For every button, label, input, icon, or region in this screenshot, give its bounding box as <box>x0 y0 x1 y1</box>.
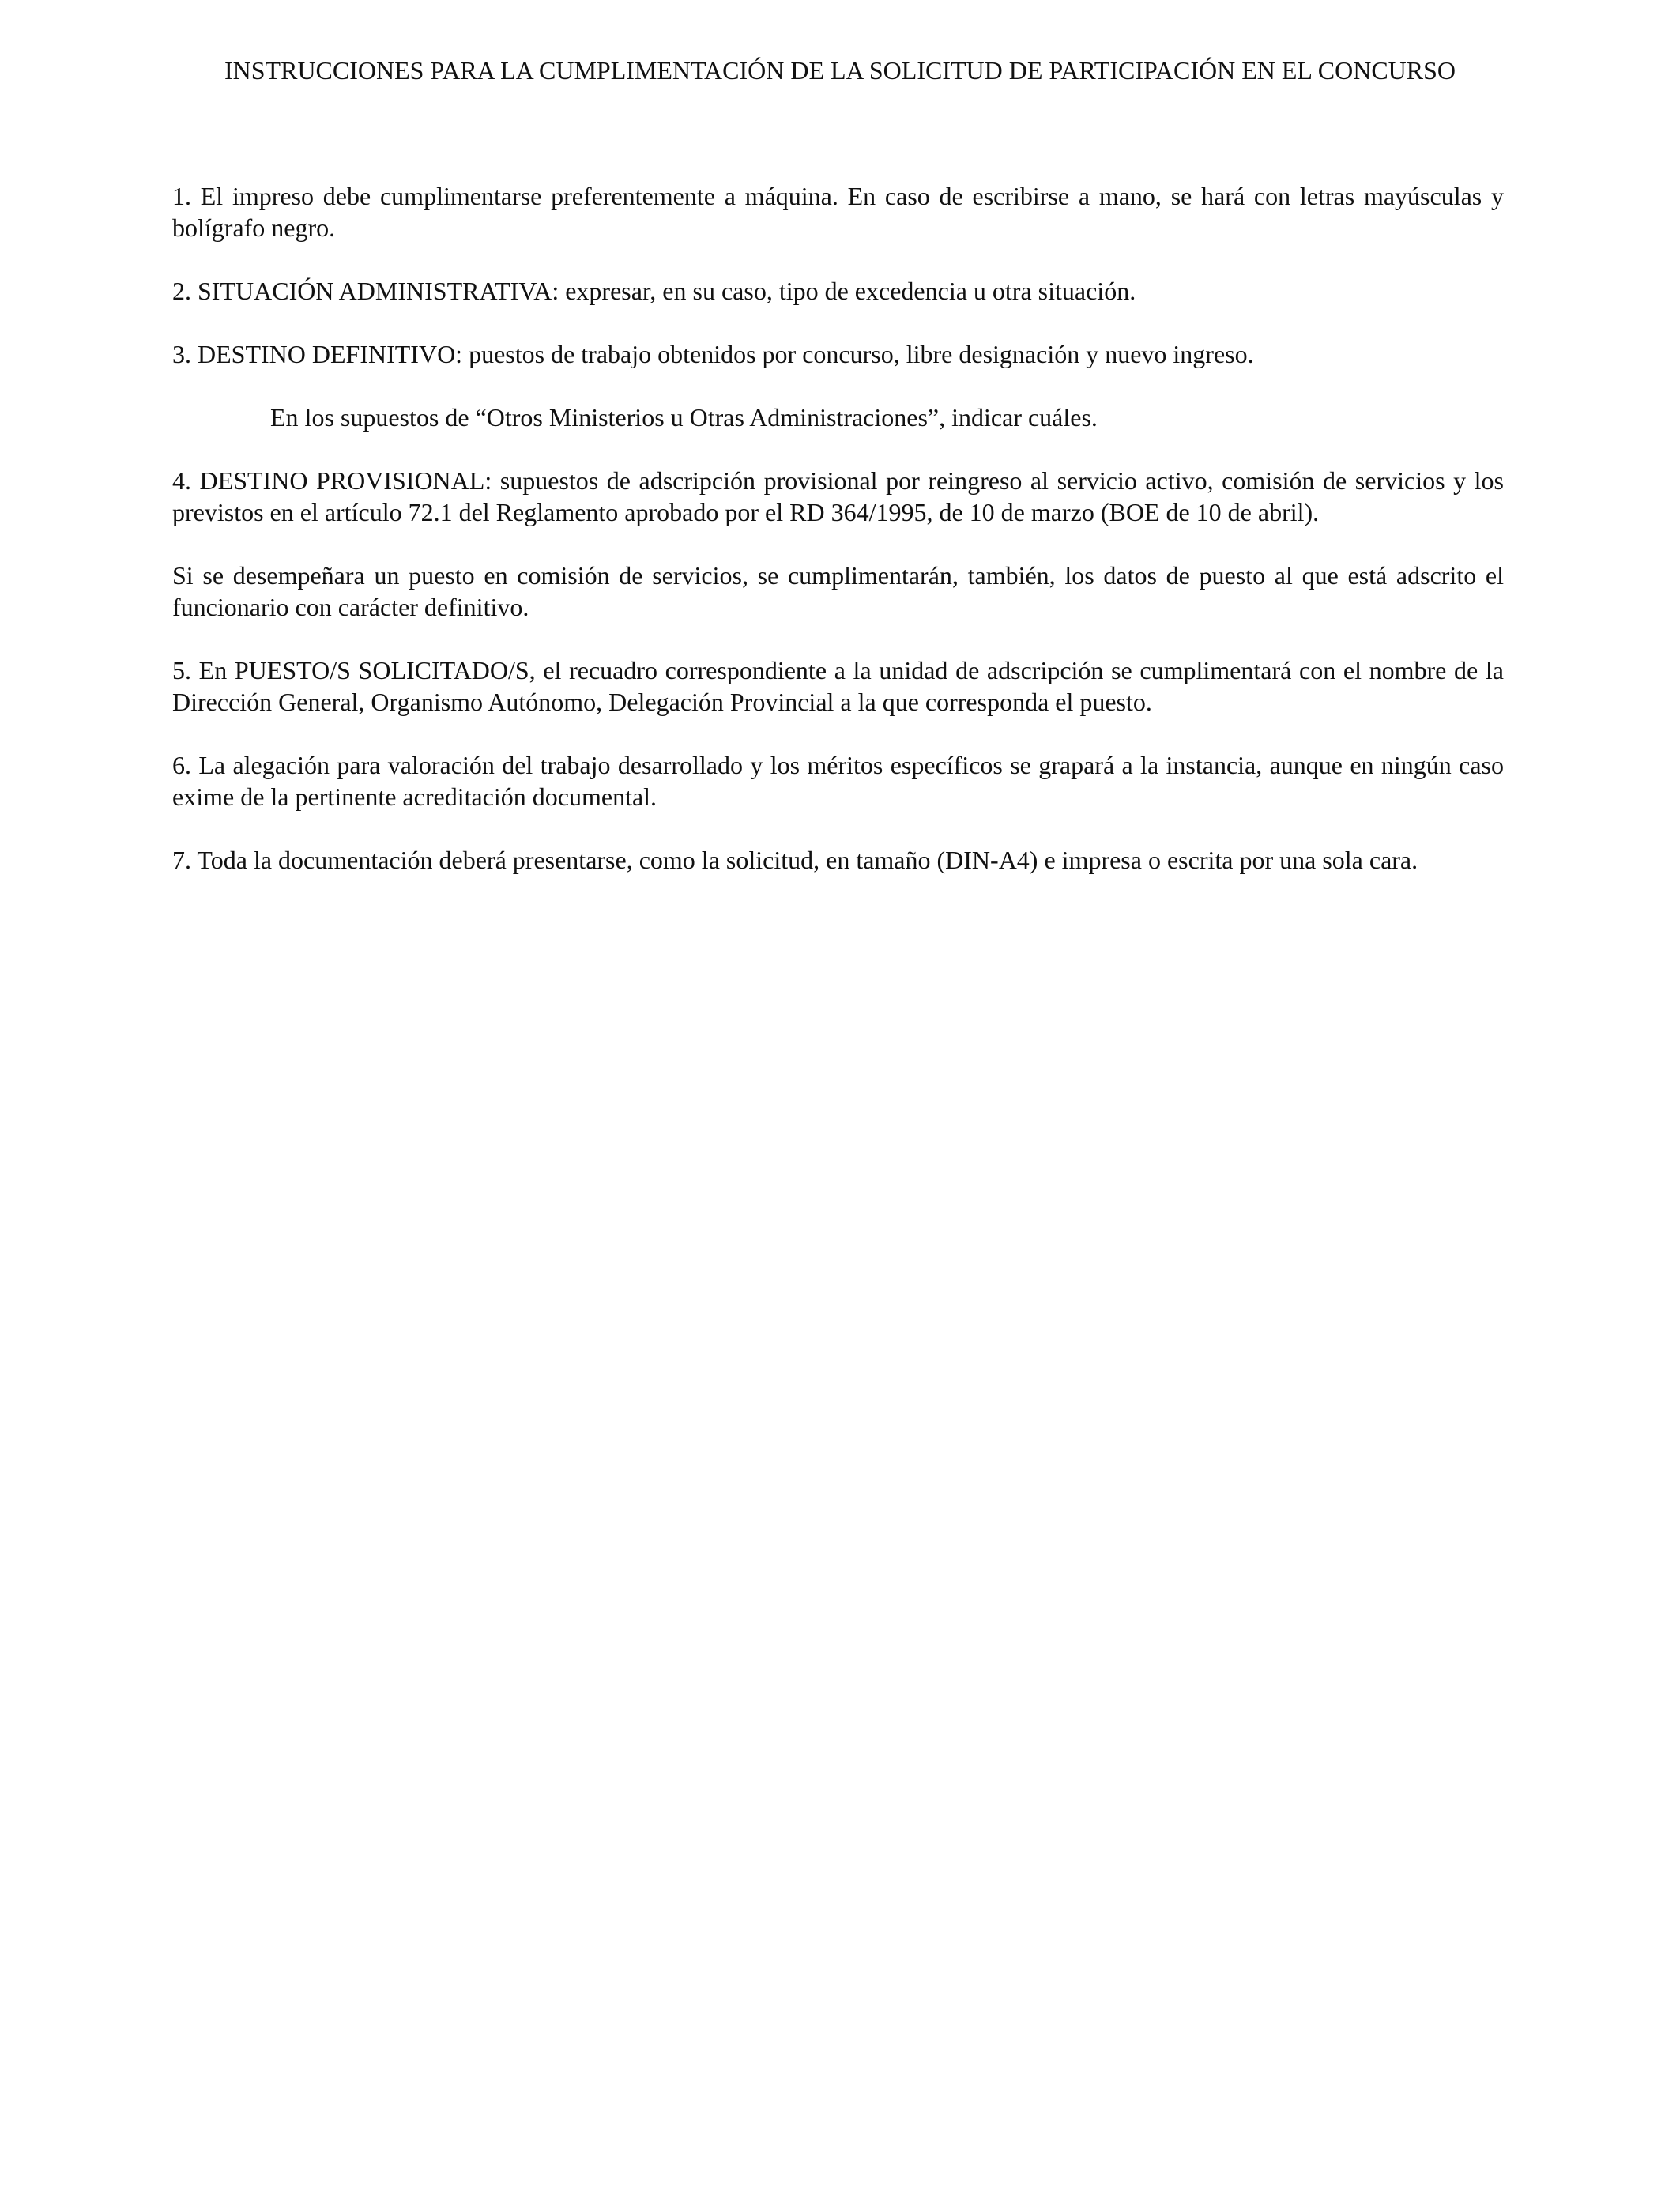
instruction-1: 1. El impreso debe cumplimentarse preferentemente a máquina. En caso de escribirse a mano, se hará con letras mayúsculas y bolígrafo negro. <box>172 182 1504 242</box>
instruction-5: 5. En PUESTO/S SOLICITADO/S, el recuadro correspondiente a la unidad de adscripción se cumplimentará con el nombre de la Dirección General, Organismo Autónomo, Delegación Provincial a la que corresponda el puesto. <box>172 656 1504 716</box>
instruction-7: 7. Toda la documentación deberá presentarse, como la solicitud, en tamaño (DIN-A4) e impresa o escrita por una sola cara. <box>172 846 1418 874</box>
instruction-6: 6. La alegación para valoración del trabajo desarrollado y los méritos específicos se grapará a la instancia, aunque en ningún caso exime de la pertinente acreditación documental. <box>172 751 1504 811</box>
document-title: INSTRUCCIONES PARA LA CUMPLIMENTACIÓN DE LA SOLICITUD DE PARTICIPACIÓN EN EL CONCURSO <box>224 56 1456 85</box>
instructions-body <box>172 180 1504 907</box>
instruction-4-note: Si se desempeñara un puesto en comisión de servicios, se cumplimentarán, también, los datos de puesto al que está adscrito el funcionario con carácter definitivo. <box>172 561 1504 621</box>
instruction-3: 3. DESTINO DEFINITIVO: puestos de trabajo obtenidos por concurso, libre designación y nuevo ingreso. <box>172 340 1254 368</box>
instruction-3-note: En los supuestos de “Otros Ministerios u Otras Administraciones”, indicar cuáles. <box>270 403 1098 432</box>
instruction-4: 4. DESTINO PROVISIONAL: supuestos de adscripción provisional por reingreso al servicio activo, comisión de servicios y los previstos en el artículo 72.1 del Reglamento aprobado por el RD 364/1995, de 10 de marzo (BOE de 10 de abril). <box>172 466 1504 526</box>
instruction-2: 2. SITUACIÓN ADMINISTRATIVA: expresar, en su caso, tipo de excedencia u otra situación. <box>172 277 1136 305</box>
